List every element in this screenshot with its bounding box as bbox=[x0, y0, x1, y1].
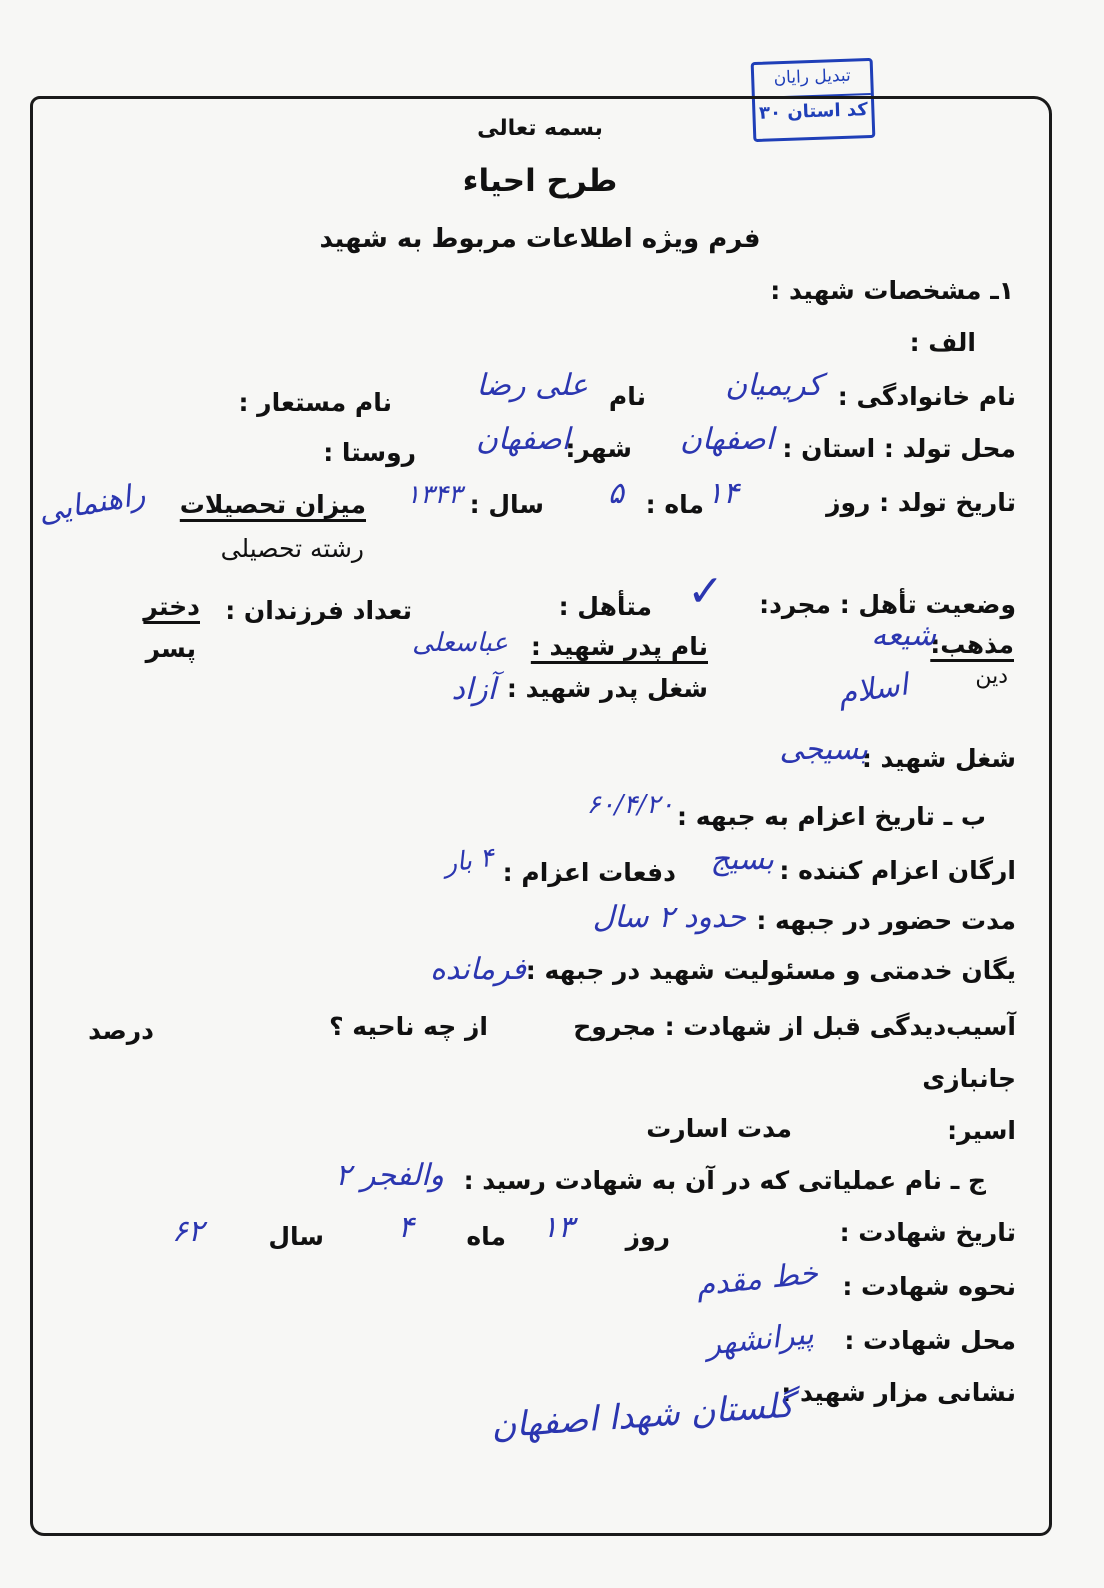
children-count-label: تعداد فرزندان : bbox=[225, 596, 412, 625]
education-label: میزان تحصیلات bbox=[179, 490, 366, 519]
single-check-mark: ✓ bbox=[687, 566, 724, 617]
birth-year-value: ۱۳۴۳ bbox=[406, 480, 462, 510]
grave-address-value: گلستان شهدا اصفهان bbox=[490, 1385, 796, 1447]
martyrdom-month-value: ۴ bbox=[397, 1210, 414, 1245]
martyrdom-year-value: ۶۲ bbox=[171, 1214, 204, 1249]
religion-label: دین bbox=[975, 664, 1008, 689]
birth-city-value: اصفهان bbox=[476, 422, 570, 457]
injury-area-label: از چه ناحیه ؟ bbox=[329, 1012, 488, 1041]
captive-label: اسیر: bbox=[947, 1116, 1016, 1145]
birth-month-label: ماه : bbox=[645, 490, 704, 519]
veteran-label: جانبازی bbox=[922, 1064, 1016, 1093]
bismillah: بسمه تعالی bbox=[477, 116, 603, 141]
martyrdom-place-label: محل شهادت : bbox=[844, 1326, 1016, 1355]
birth-city-label: شهر: bbox=[565, 434, 632, 463]
dispatch-date-value: ۶۰/۴/۲۰ bbox=[586, 790, 674, 820]
father-job-value: آزاد bbox=[451, 672, 496, 707]
father-name-label: نام پدر شهید : bbox=[530, 632, 708, 661]
first-name-value: علی رضا bbox=[476, 368, 588, 403]
education-value: راهنمایی bbox=[36, 476, 149, 531]
martyrdom-year-label: سال bbox=[268, 1222, 324, 1251]
birthplace-label: محل تولد : استان : bbox=[782, 434, 1016, 463]
pre-martyrdom-injury-label: آسیب‌دیدگی قبل از شهادت : مجروح bbox=[573, 1012, 1016, 1041]
grave-address-label: نشانی مزار شهید : bbox=[781, 1378, 1016, 1407]
form-title: فرم ویژه اطلاعات مربوط به شهید bbox=[319, 224, 761, 254]
dispatch-organization-label: ارگان اعزام کننده : bbox=[779, 856, 1016, 885]
martyr-job-label: شغل شهید : bbox=[861, 744, 1016, 773]
captivity-duration-label: مدت اسارت bbox=[646, 1114, 792, 1143]
operation-value: والفجر ۲ bbox=[335, 1158, 444, 1193]
martyrdom-place-value: پیرانشهر bbox=[704, 1316, 816, 1363]
birthdate-label: تاریخ تولد : روز bbox=[826, 488, 1016, 517]
daughter-label: دختر bbox=[143, 592, 200, 621]
field-of-study-label: رشته تحصیلی bbox=[220, 534, 364, 563]
birth-month-value: ۵ bbox=[607, 476, 624, 511]
disability-percent-label: درصد bbox=[88, 1016, 154, 1045]
married-label: متأهل : bbox=[558, 592, 652, 621]
operation-label: ج ـ نام عملیاتی که در آن به شهادت رسید : bbox=[463, 1166, 986, 1195]
dispatch-organization-value: بسیج bbox=[710, 842, 774, 877]
birth-year-label: سال : bbox=[469, 490, 544, 519]
martyrdom-day-label: روز bbox=[625, 1222, 670, 1251]
stamp-line-1: تبدیل رایان bbox=[773, 65, 852, 89]
unit-role-label: یگان خدمتی و مسئولیت شهید در جبهه : bbox=[525, 956, 1016, 985]
front-duration-value: حدود ۲ سال bbox=[592, 900, 746, 935]
dispatch-count-label: دفعات اعزام : bbox=[502, 858, 676, 887]
part-a-label: الف : bbox=[909, 328, 976, 357]
martyrdom-manner-value: خط مقدم bbox=[694, 1255, 820, 1304]
family-name-value: کریمیان bbox=[725, 368, 822, 403]
martyrdom-month-label: ماه bbox=[466, 1222, 506, 1251]
family-name-label: نام خانوادگی : bbox=[837, 382, 1016, 411]
religion-sect-label: مذهب: bbox=[930, 630, 1014, 659]
birth-province-value: اصفهان bbox=[680, 422, 774, 457]
martyrdom-date-label: تاریخ شهادت : bbox=[839, 1218, 1016, 1247]
marital-status-label: وضعیت تأهل : مجرد: bbox=[759, 590, 1016, 619]
project-title: طرح احیاء bbox=[462, 163, 618, 199]
birth-day-value: ۱۴ bbox=[706, 476, 739, 511]
unit-role-value: فرمانده bbox=[430, 952, 526, 987]
martyrdom-day-value: ۱۳ bbox=[541, 1210, 574, 1245]
front-duration-label: مدت حضور در جبهه : bbox=[756, 906, 1016, 935]
village-label: روستا : bbox=[323, 438, 416, 467]
dispatch-count-value: ۴ بار bbox=[442, 842, 496, 880]
father-name-value: عباسعلی bbox=[412, 628, 508, 658]
father-job-label: شغل پدر شهید : bbox=[506, 674, 708, 703]
martyrdom-manner-label: نحوه شهادت : bbox=[842, 1272, 1016, 1301]
stamp-line-2: کد استان ۳۰ bbox=[755, 93, 872, 124]
first-name-label: نام bbox=[608, 382, 646, 411]
martyr-job-value: بسیجی bbox=[779, 732, 868, 767]
dispatch-date-label: ب ـ تاریخ اعزام به جبهه : bbox=[677, 802, 986, 831]
religion-sect-value: شیعه bbox=[871, 618, 936, 653]
alias-label: نام مستعار : bbox=[238, 388, 392, 417]
religion-value: اسلام bbox=[835, 667, 911, 712]
section-1-title: ۱ـ مشخصات شهید : bbox=[770, 276, 1014, 305]
son-label: پسر bbox=[145, 634, 196, 663]
